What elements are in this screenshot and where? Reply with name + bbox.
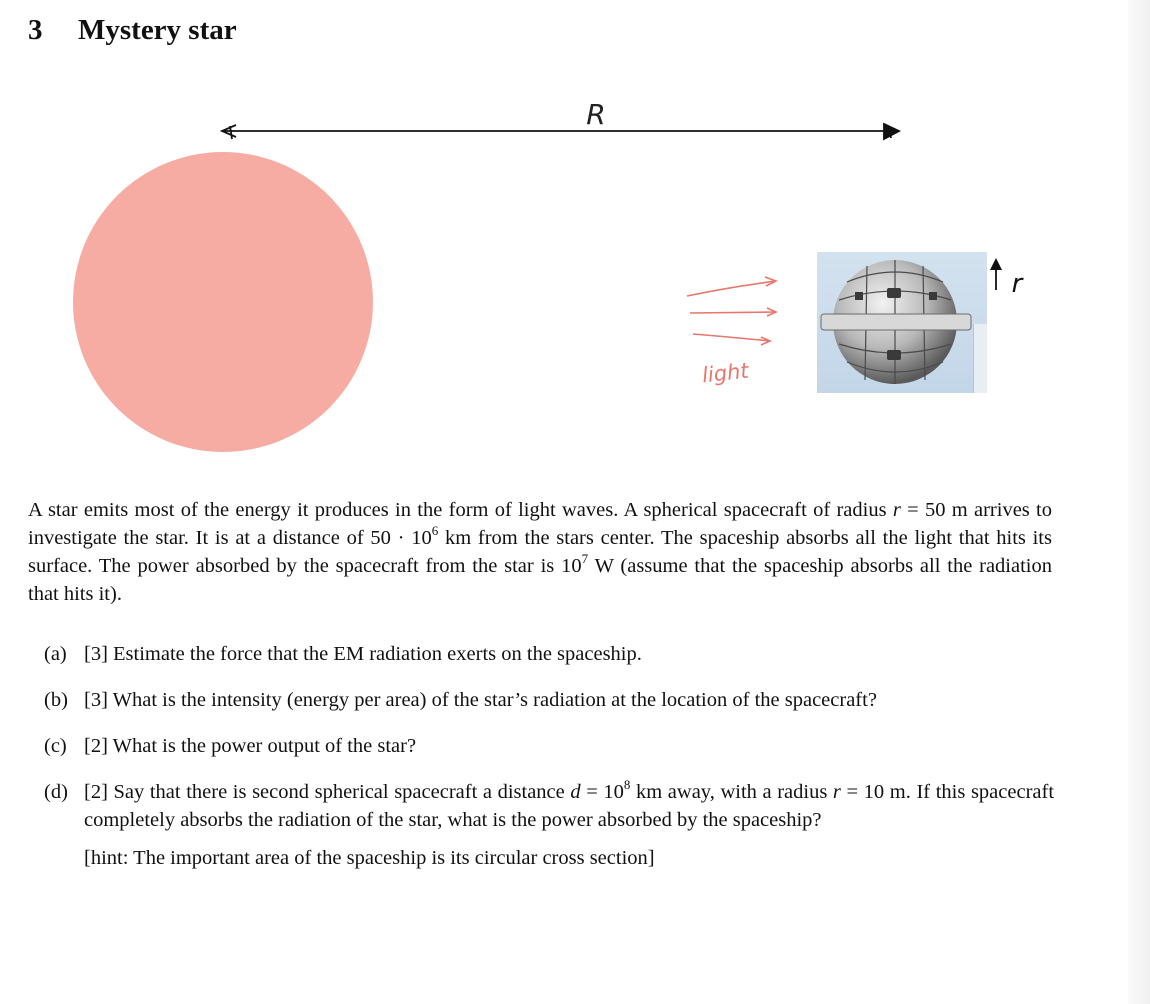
distance-label: R	[586, 98, 606, 131]
star-disc	[73, 152, 373, 452]
question-d-label: (d)	[44, 781, 68, 803]
spacecraft-drawing	[817, 252, 987, 393]
spacecraft-equator-ring	[821, 314, 971, 330]
question-a	[44, 640, 1054, 668]
question-d-part-2: = 10	[580, 781, 624, 803]
radius-label: r	[1011, 269, 1023, 299]
light-arrow-2	[690, 312, 776, 313]
question-c	[44, 732, 1054, 760]
question-c-text: [2] What is the power output of the star?	[84, 735, 417, 757]
question-d-text	[84, 777, 1055, 831]
problem-statement	[28, 496, 1052, 608]
spacecraft-image	[817, 252, 987, 393]
intro-sentence-1: A star emits most of the energy it produces in the form of light waves. A spherical spacecraft of radius	[28, 499, 887, 521]
problem-text	[28, 496, 1052, 608]
question-b-label: (b)	[44, 689, 68, 711]
image-caption-strip	[973, 324, 987, 393]
question-d	[44, 778, 1054, 834]
intro-sentence-2: = 50 m arrives to investigate the star. It is at a distance of 50 · 10	[28, 499, 1053, 549]
question-a-label: (a)	[44, 643, 67, 665]
distance-arrowhead-left	[222, 125, 236, 139]
question-a-text: [3] Estimate the force that the EM radiation exerts on the spaceship.	[84, 643, 642, 665]
light-arrows	[687, 277, 776, 345]
light-label: light	[700, 358, 750, 388]
light-arrow-1	[687, 281, 776, 296]
question-d-part-3: km away, with a radius	[630, 781, 833, 803]
section-number: 3	[28, 14, 43, 46]
distance-symbol: d	[570, 781, 581, 803]
question-d-part-4: = 10 m. If this spacecraft completely absorbs the radiation of the star, what is the power absorbed by the spaceship?	[84, 781, 1055, 831]
radius-symbol-d: r	[832, 781, 841, 803]
section-title: Mystery star	[78, 14, 237, 46]
distance-exponent: 6	[431, 523, 439, 538]
question-b	[44, 686, 1054, 714]
light-arrow-3	[693, 334, 770, 341]
intro-sentence-4: W (assume that the spaceship absorbs all the radiation that hits it).	[28, 555, 1052, 605]
question-list	[44, 640, 1054, 872]
power-exponent: 7	[581, 551, 589, 566]
question-d-part-1: [2] Say that there is second spherical spacecraft a distance	[84, 781, 571, 803]
question-c-label: (c)	[44, 735, 67, 757]
question-d-hint: [hint: The important area of the spaceship is its circular cross section]	[84, 847, 655, 869]
distance-arrowhead-right	[884, 124, 899, 139]
question-b-text: [3] What is the intensity (energy per area) of the star’s radiation at the location of the spacecraft?	[84, 689, 877, 711]
radius-arrowhead	[990, 258, 1002, 270]
question-d-exponent: 8	[623, 777, 631, 792]
intro-sentence-3: km from the stars center. The spaceship absorbs all the light that hits its surface. The power absorbed by the spacecraft from the star is 10	[28, 527, 1052, 577]
mystery-star-figure	[0, 0, 1150, 470]
figure-drawing	[0, 0, 1150, 470]
radius-symbol: r	[892, 499, 901, 521]
